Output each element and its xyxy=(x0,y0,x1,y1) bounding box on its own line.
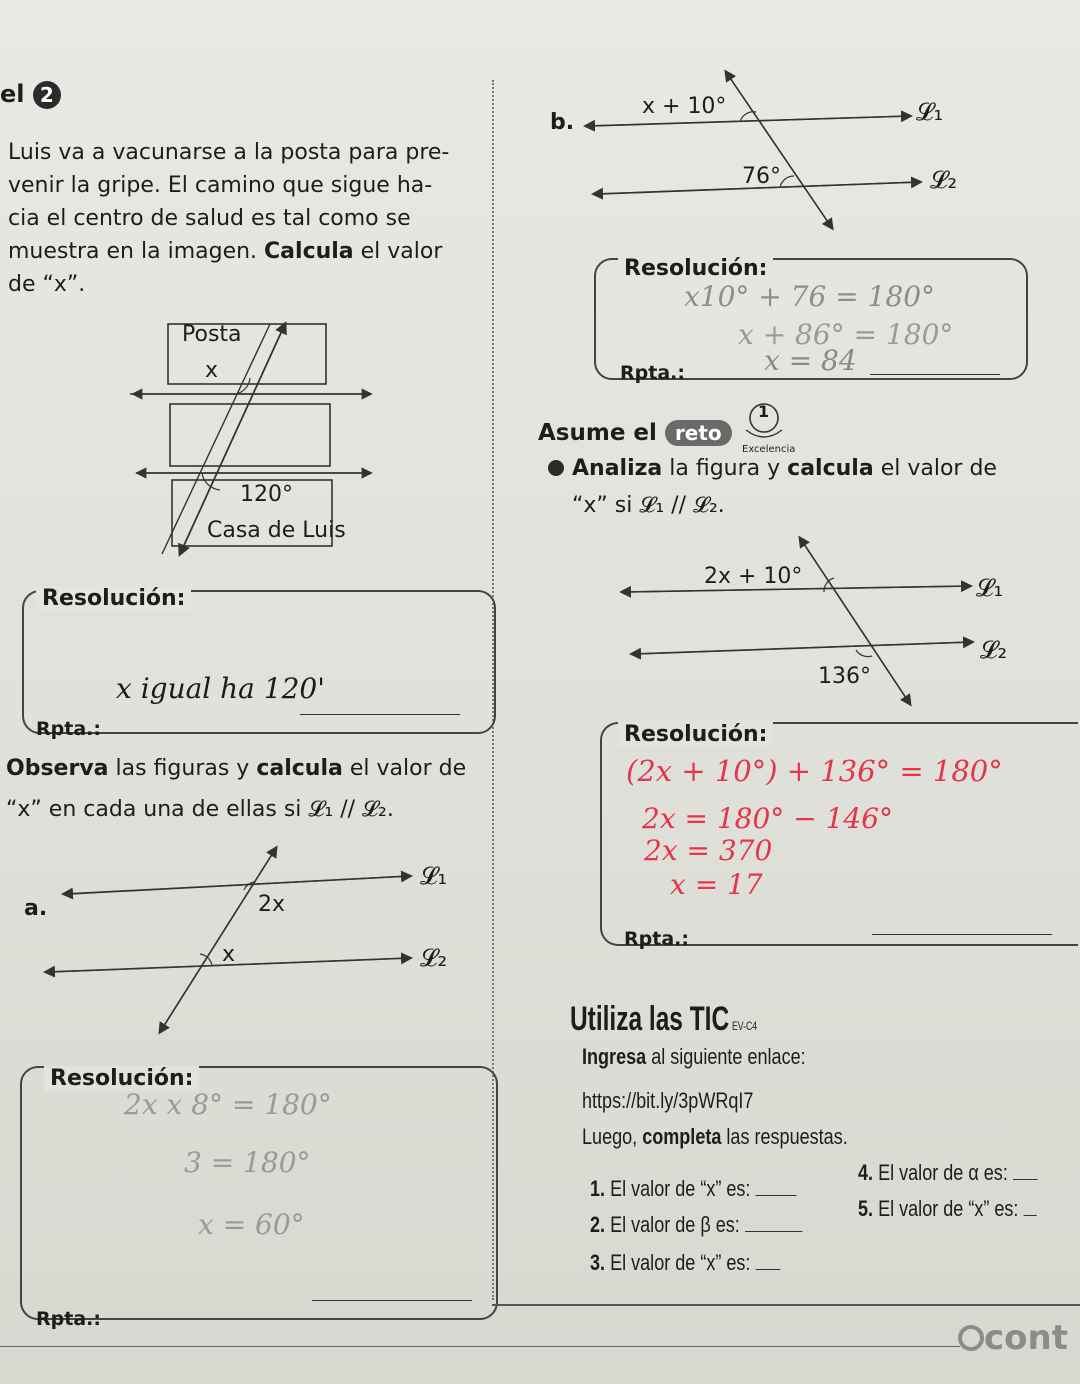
problem2-line1 xyxy=(6,752,496,785)
fig1-casa-label: Casa de Luis xyxy=(207,518,346,543)
t: al siguiente enlace: xyxy=(646,1044,806,1069)
reto-line2: “x” si 𝓛₁ // 𝓛₂. xyxy=(572,493,725,518)
ingresa-bold: Ingresa xyxy=(582,1044,647,1069)
reto-fig-L2-label: 𝓛₂ xyxy=(980,636,1008,664)
asume-text: Asume el xyxy=(538,420,657,446)
asume-reto-heading xyxy=(538,420,732,446)
problem1-line4 xyxy=(8,235,488,268)
calcula-bold: calcula xyxy=(256,756,343,781)
reto-fig-top-label: 2x + 10° xyxy=(704,564,803,589)
medal-number: 1 xyxy=(758,402,770,421)
problem1-line2: venir la gripe. El camino que sigue ha- xyxy=(8,173,433,198)
continue-indicator[interactable] xyxy=(958,1318,1068,1358)
figure-b-L2-label: 𝓛₂ xyxy=(930,166,958,194)
problem1-text xyxy=(8,136,488,301)
t: las respuestas. xyxy=(721,1124,848,1149)
figure-a-2x-label: 2x xyxy=(258,892,286,917)
calcula-bold: calcula xyxy=(787,456,874,481)
q4-blank[interactable] xyxy=(1013,1179,1038,1180)
problem2-text xyxy=(6,752,496,826)
reto-rpta-line xyxy=(872,934,1052,935)
q1-text: El valor de “x” es: xyxy=(610,1176,751,1201)
tic-luego xyxy=(582,1124,848,1150)
tic-q1 xyxy=(590,1176,796,1202)
figure-b-label: b. xyxy=(550,110,575,135)
q2-blank[interactable] xyxy=(745,1231,802,1232)
q3-text: El valor de “x” es: xyxy=(610,1250,751,1275)
figure-a xyxy=(40,842,460,1042)
reto-resolution-title: Resolución: xyxy=(618,722,773,747)
reto-handwritten-line3: 2x = 370 xyxy=(644,834,773,867)
reto-line1 xyxy=(548,452,1068,485)
reto-badge: reto xyxy=(665,420,732,446)
figure-b-L1-label: 𝓛₁ xyxy=(916,98,944,126)
nivel-number-badge: 2 xyxy=(33,81,61,109)
problem2-rpta-line xyxy=(312,1300,472,1301)
tic-q2 xyxy=(590,1212,802,1238)
tic-q3 xyxy=(590,1250,780,1276)
figure-b-top-label: x + 10° xyxy=(642,94,727,119)
tic-q4 xyxy=(858,1160,1037,1186)
n: 1. xyxy=(590,1176,606,1201)
reto-handwritten-line2: 2x = 180° − 146° xyxy=(642,802,894,835)
tic-link[interactable]: https://bit.ly/3pWRqI7 xyxy=(582,1088,754,1113)
problem1-line5: de “x”. xyxy=(8,272,86,297)
footer-line xyxy=(0,1346,960,1347)
reto-rpta-label: Rpta.: xyxy=(624,928,689,950)
tic-title: Utiliza las TIC xyxy=(570,1000,730,1038)
n: 3. xyxy=(590,1250,606,1275)
problem1-rpta-handwritten: x igual ha 120' xyxy=(116,672,325,705)
tic-heading xyxy=(570,1000,757,1039)
problem-b-resolution-title: Resolución: xyxy=(618,256,773,281)
t: el valor xyxy=(353,239,443,264)
q4-text: El valor de α es: xyxy=(878,1160,1008,1185)
nivel-text: el xyxy=(0,80,25,108)
completa-bold: completa xyxy=(642,1124,722,1149)
q5-text: El valor de “x” es: xyxy=(878,1196,1019,1221)
figure-a-L1-label: 𝓛₁ xyxy=(420,862,448,890)
problem1-line3: cia el centro de salud es tal como se xyxy=(8,206,411,231)
figure-b-76-label: 76° xyxy=(742,164,781,189)
n: 5. xyxy=(858,1196,874,1221)
q5-blank[interactable] xyxy=(1023,1215,1036,1216)
problem-b-rpta-line xyxy=(870,374,1000,375)
t: Luego, xyxy=(582,1124,643,1149)
bottom-separator xyxy=(492,1304,1080,1306)
q1-blank[interactable] xyxy=(755,1195,796,1196)
problem-b-handwritten-answer: x = 84 xyxy=(764,344,857,377)
problem1-rpta-label: Rpta.: xyxy=(36,718,101,740)
problem2-handwritten-line2: 3 = 180° xyxy=(184,1146,311,1179)
problem1-resolution-title: Resolución: xyxy=(36,586,191,611)
figure-a-x-label: x xyxy=(222,942,236,967)
problem2-resolution-title: Resolución: xyxy=(44,1066,199,1091)
calcula-bold: Calcula xyxy=(264,239,354,264)
problem1-resolution-box xyxy=(22,590,496,734)
figure-b xyxy=(580,68,940,238)
q2-text: El valor de β es: xyxy=(610,1212,740,1237)
n: 2. xyxy=(590,1212,606,1237)
fig1-x-label: x xyxy=(205,358,219,383)
t: el valor de xyxy=(342,756,467,781)
problem2-handwritten-line3: x = 60° xyxy=(198,1208,305,1241)
cont-text: cont xyxy=(984,1318,1068,1358)
problem2-rpta-label: Rpta.: xyxy=(36,1308,101,1330)
fig1-posta-label: Posta xyxy=(182,322,242,347)
problem2-handwritten-line1: 2x x 8° = 180° xyxy=(124,1088,332,1121)
problem-b-handwritten-line2: x + 86° = 180° xyxy=(738,318,954,351)
problem1-line1: Luis va a vacunarse a la posta para pre- xyxy=(8,140,450,165)
reto-figure xyxy=(620,534,1000,710)
t: el valor de xyxy=(873,456,997,481)
n: 4. xyxy=(858,1160,874,1185)
reto-handwritten-line4: x = 17 xyxy=(670,868,763,901)
tic-code: EV-C4 xyxy=(732,1019,758,1033)
problem1-rpta-line xyxy=(300,714,460,715)
reto-fig-136-label: 136° xyxy=(818,664,871,689)
reto-fig-L1-label: 𝓛₁ xyxy=(976,574,1004,602)
problem2-line2: “x” en cada una de ellas si 𝓛₁ // 𝓛₂. xyxy=(6,797,394,822)
reto-text xyxy=(548,452,1068,522)
medal-text: Excelencia xyxy=(742,444,796,455)
figure-a-L2-label: 𝓛₂ xyxy=(420,944,448,972)
tic-ingresa xyxy=(582,1044,806,1070)
q3-blank[interactable] xyxy=(755,1269,780,1270)
observa-bold: Observa xyxy=(6,756,109,781)
reto-handwritten-line1: (2x + 10°) + 136° = 180° xyxy=(626,754,1003,788)
problem-b-handwritten-line1: x10° + 76 = 180° xyxy=(684,280,936,313)
bullet-icon xyxy=(548,460,564,476)
t: muestra en la imagen. xyxy=(8,239,265,264)
tic-q5 xyxy=(858,1196,1037,1222)
t: la figura y xyxy=(662,456,788,481)
continue-arrow-icon xyxy=(958,1325,984,1351)
figure-a-label: a. xyxy=(24,896,48,921)
nivel-label xyxy=(0,80,61,109)
t: las figuras y xyxy=(108,756,257,781)
analiza-bold: Analiza xyxy=(572,456,663,481)
problem-b-rpta-label: Rpta.: xyxy=(620,362,685,384)
fig1-angle-label: 120° xyxy=(240,482,293,507)
